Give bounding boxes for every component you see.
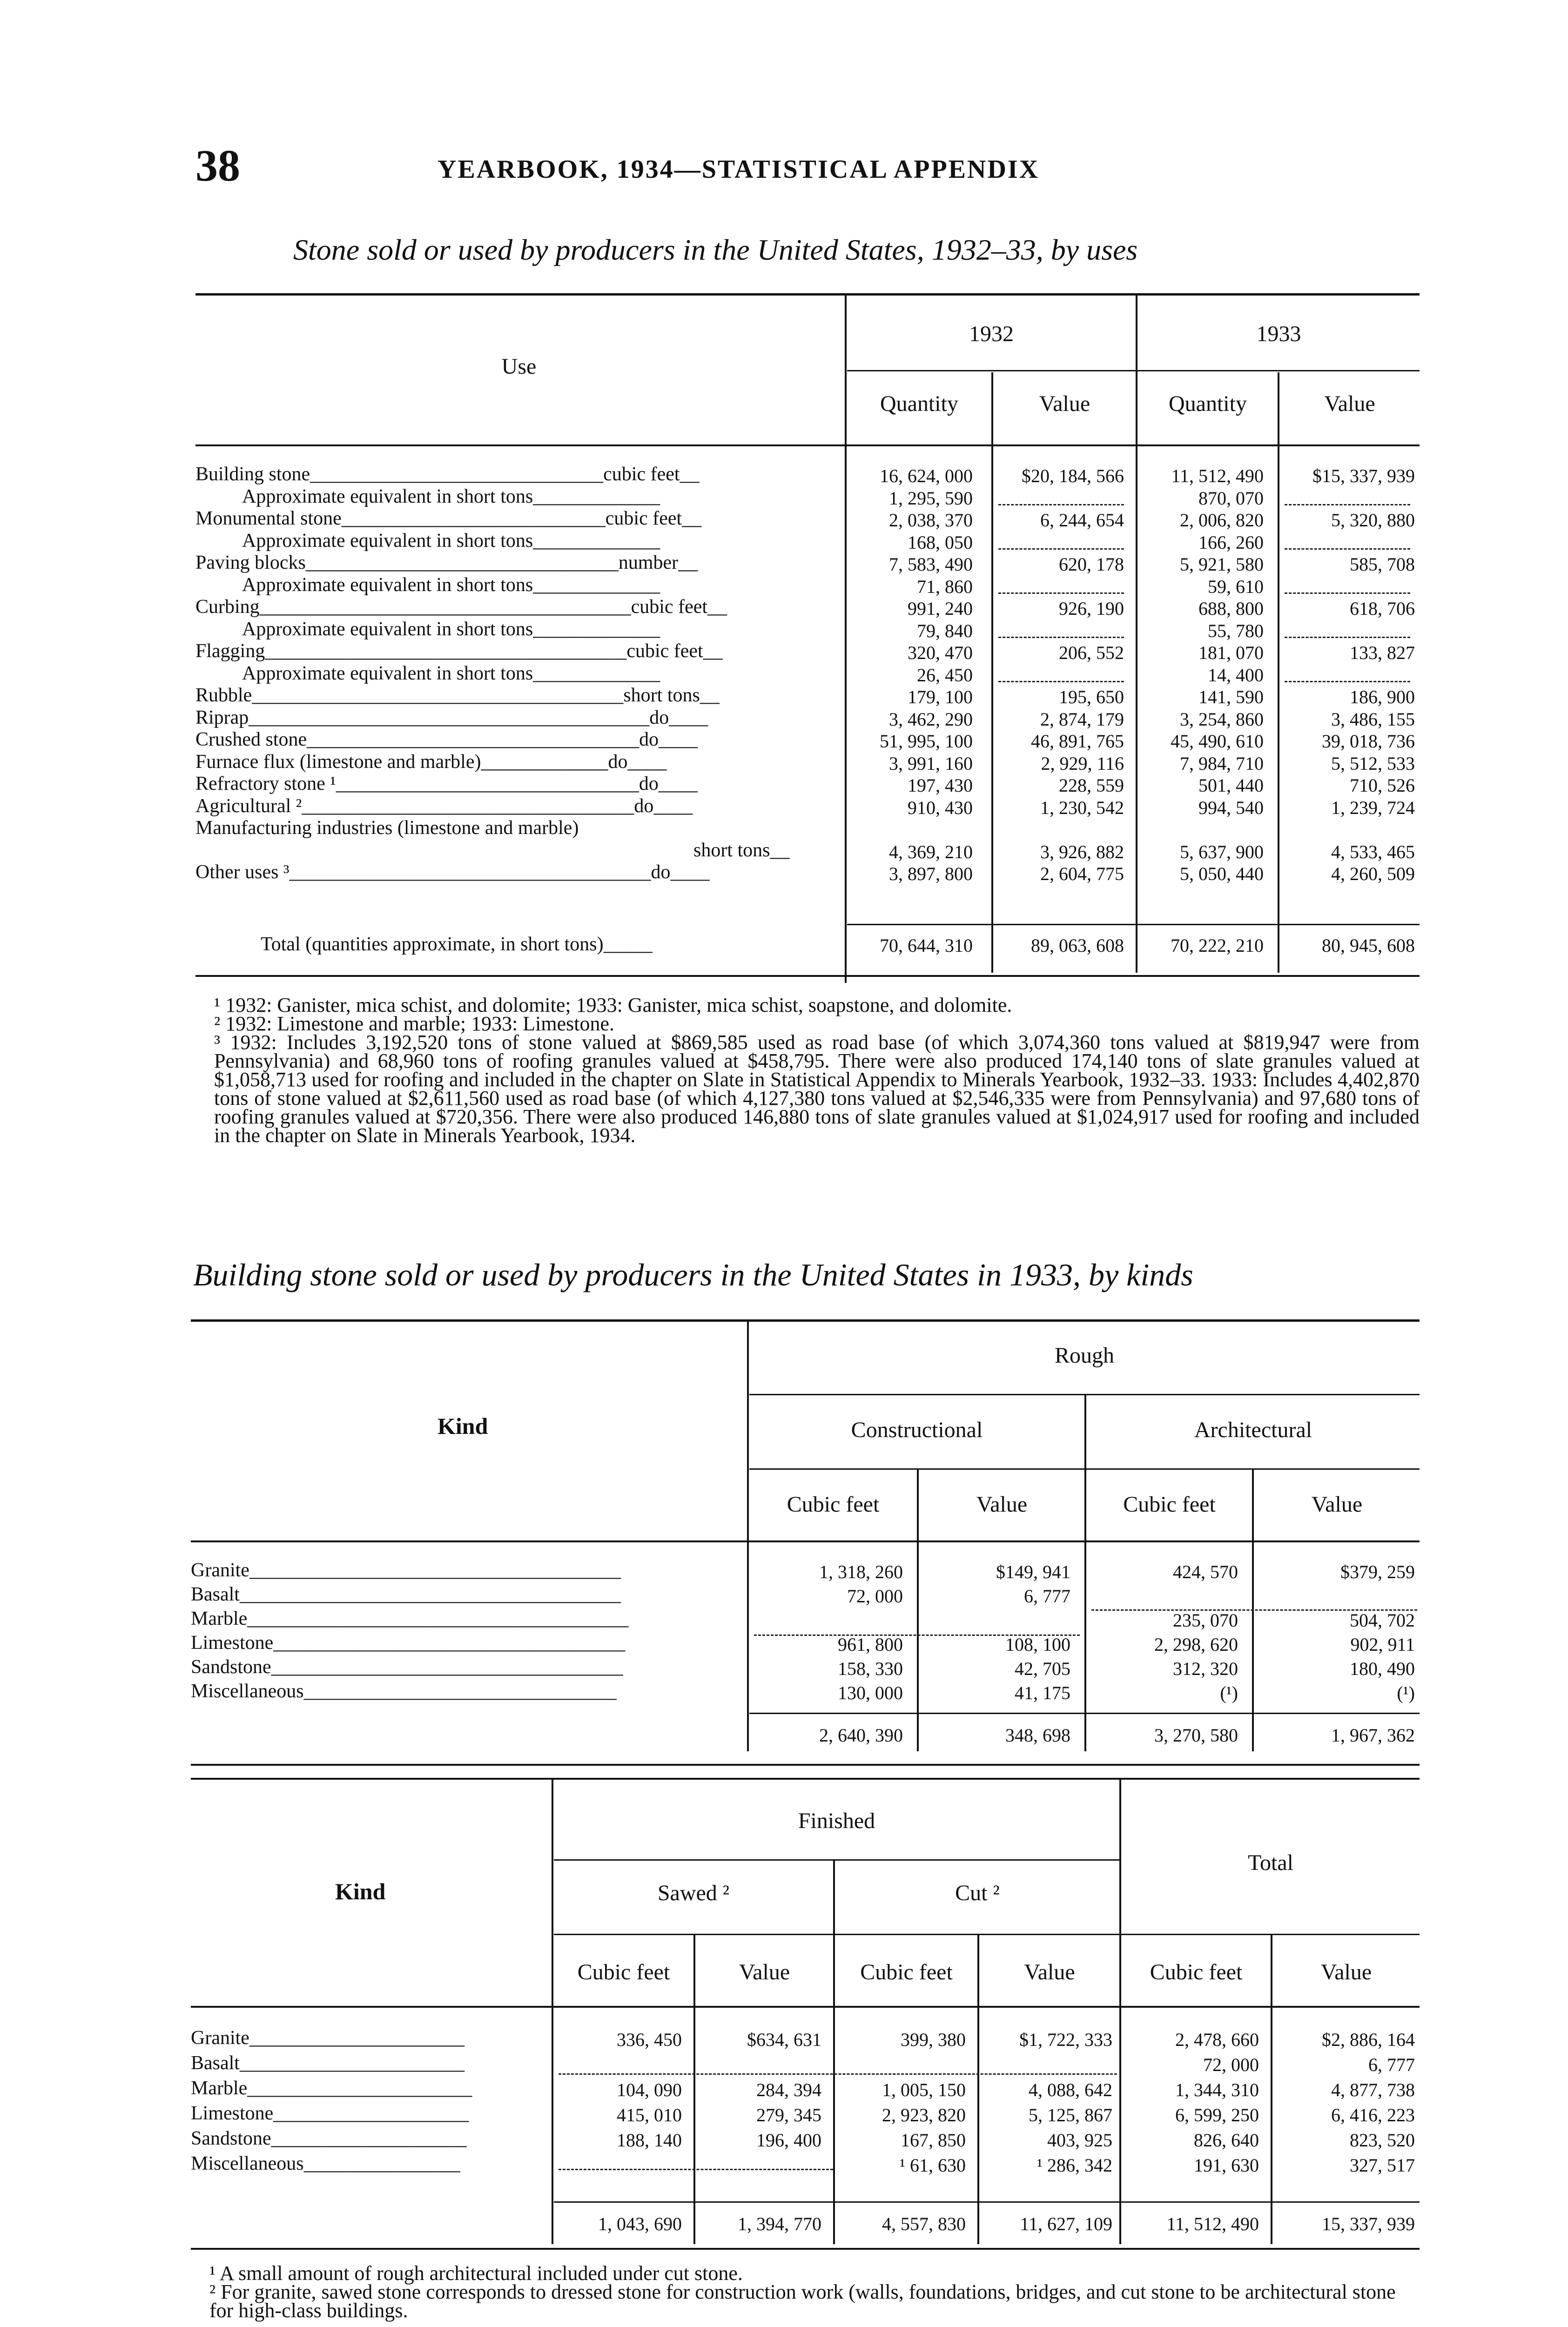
table2-cell-a-cf: (¹) <box>1220 1682 1238 1703</box>
table1-cell-v2: 710, 526 <box>1350 775 1415 796</box>
page-number: 38 <box>195 141 240 190</box>
table3-kind-header: Kind <box>335 1878 386 1904</box>
table3-footnote-2: ² For granite, sawed stone corresponds to dressed stone for construction work (walls, foundations, bridges, and cut stone to be architectural stone for high-class buildings. <box>209 2280 1396 2322</box>
table1-row-label: Manufacturing industries (limestone and marble) <box>195 817 579 839</box>
table1-row-label: Agricultural ²__________________________________do____ <box>195 795 693 817</box>
table1-row-label: Approximate equivalent in short tons_____________ <box>242 663 660 684</box>
table1-empty-value-dash <box>998 548 1124 550</box>
table1-row-label: Curbing______________________________________cubic feet__ <box>195 596 727 618</box>
table3-cell-c-cf: 399, 380 <box>901 2029 966 2050</box>
table1-cell-q2: 14, 400 <box>1208 665 1264 686</box>
table3-c-v-header: Value <box>1024 1960 1075 1984</box>
table1-cell-q2: 5, 637, 900 <box>1180 841 1264 862</box>
table1-cell-q2: 141, 590 <box>1198 686 1264 707</box>
table2-row-kind: Miscellaneous________________________________ <box>191 1681 617 1702</box>
table3-cell-c-v: $1, 722, 333 <box>1019 2029 1112 2050</box>
table1-cell-q1: 3, 462, 290 <box>889 709 973 730</box>
table3-row-kind: Granite______________________ <box>191 2027 464 2049</box>
table2-total-c-cf: 2, 640, 390 <box>819 1725 903 1746</box>
table3-total-t-v: 15, 337, 939 <box>1322 2213 1415 2234</box>
table1-cell-q1: 991, 240 <box>908 598 973 619</box>
table1-cell-q2: 2, 006, 820 <box>1180 510 1264 531</box>
running-title: YEARBOOK, 1934—STATISTICAL APPENDIX <box>437 155 1040 184</box>
table1-cell-q1: 3, 991, 160 <box>889 753 973 774</box>
table1-cell-v2: 5, 512, 533 <box>1331 753 1415 774</box>
table3-finished-header: Finished <box>798 1809 875 1833</box>
table3-sawed-header: Sawed ² <box>657 1881 730 1905</box>
table2-c-v-header: Value <box>976 1492 1028 1517</box>
table2-cell-c-v: 42, 705 <box>1015 1658 1070 1679</box>
table1-cell-v2: 186, 900 <box>1350 686 1415 707</box>
table3-cell-t-cf: 6, 599, 250 <box>1175 2105 1259 2125</box>
table1-row-label: Approximate equivalent in short tons_____________ <box>242 486 660 507</box>
table2-row-kind: Granite______________________________________ <box>191 1560 621 1581</box>
table3-cell-t-cf: 826, 640 <box>1194 2130 1259 2151</box>
table1-cell-v1: 2, 874, 179 <box>1040 709 1124 730</box>
table1-cell-q2: 45, 490, 610 <box>1171 731 1264 752</box>
table2-cell-c-cf: 72, 000 <box>847 1586 903 1607</box>
table1-cell-v2: 1, 239, 724 <box>1331 797 1415 818</box>
table3-cell-c-cf: 2, 923, 820 <box>882 2105 966 2125</box>
table2-cell-c-v: $149, 941 <box>996 1561 1070 1582</box>
table2-cell-a-cf: 235, 070 <box>1173 1610 1238 1631</box>
table2-total-a-cf: 3, 270, 580 <box>1154 1725 1238 1746</box>
table1-caption: Stone sold or used by producers in the United States, 1932–33, by uses <box>293 233 1138 266</box>
table1-total-q2: 70, 222, 210 <box>1171 935 1264 956</box>
table1-cell-v2: 39, 018, 736 <box>1322 731 1415 752</box>
table1-cell-q2: 5, 921, 580 <box>1180 554 1264 575</box>
table1-row-label: Other uses ³_____________________________________do____ <box>195 861 710 883</box>
table1-cell-q2: 3, 254, 860 <box>1180 709 1264 730</box>
table3-empty-dash <box>559 2073 1117 2075</box>
table2-total-a-v: 1, 967, 362 <box>1331 1725 1415 1746</box>
table1-cell-v1: 195, 650 <box>1059 686 1124 707</box>
table1-row-label: Flagging_____________________________________cubic feet__ <box>195 640 723 662</box>
table1-q1-header: Quantity <box>880 391 958 416</box>
table1-cell-q2: 59, 610 <box>1208 576 1264 597</box>
table1-row-label: Riprap_________________________________________do____ <box>195 707 708 728</box>
table1-cell-v1: 620, 178 <box>1059 554 1124 575</box>
table3-cell-t-v: 6, 777 <box>1368 2054 1415 2075</box>
table1-cell-q1: 2, 038, 370 <box>889 510 973 531</box>
table1-cell-q1: 179, 100 <box>908 686 973 707</box>
table2-cell-a-v: (¹) <box>1397 1682 1415 1703</box>
table3-cell-c-v: 5, 125, 867 <box>1029 2105 1112 2125</box>
table2-cell-a-cf: 2, 298, 620 <box>1154 1634 1238 1655</box>
table1-total-q1: 70, 644, 310 <box>880 935 973 956</box>
table1-cell-q2: 55, 780 <box>1208 620 1264 641</box>
table2-cell-a-cf: 424, 570 <box>1173 1561 1238 1582</box>
table1-row-label: Refractory stone ¹_______________________________do____ <box>195 773 698 794</box>
table3-cell-s-v: 284, 394 <box>756 2079 821 2100</box>
table1-footnote-2: ² 1932: Limestone and marble; 1933: Limestone. <box>214 1012 615 1035</box>
table1-cell-v2: 618, 706 <box>1350 598 1415 619</box>
table1-cell-q2: 11, 512, 490 <box>1171 465 1264 486</box>
table3-t-cf-header: Cubic feet <box>1150 1960 1243 1984</box>
table1-cell-v1: 2, 604, 775 <box>1040 863 1124 884</box>
table1-row-label: Monumental stone___________________________cubic feet__ <box>195 508 702 529</box>
table1-cell-q1: 51, 995, 100 <box>880 731 973 752</box>
table1-cell-q2: 688, 800 <box>1198 598 1264 619</box>
table3-cell-s-v: 279, 345 <box>756 2105 821 2125</box>
table1-cell-v2: 585, 708 <box>1350 554 1415 575</box>
table3-c-cf-header: Cubic feet <box>860 1960 953 1984</box>
table1-empty-value-dash <box>1285 548 1410 550</box>
table3-empty-dash <box>559 2169 833 2170</box>
table3-row-kind: Marble_______________________ <box>191 2078 472 2099</box>
table1-cell-q2: 181, 070 <box>1198 642 1264 663</box>
table3-cell-t-cf: 191, 630 <box>1194 2155 1259 2176</box>
table1-row-label: Crushed stone__________________________________do____ <box>195 729 698 750</box>
table1-cell-q1: 1, 295, 590 <box>889 488 973 509</box>
table1-footnotes <box>195 996 1420 1145</box>
table2-cell-a-v: 180, 490 <box>1350 1658 1415 1679</box>
table2-row-kind: Sandstone____________________________________ <box>191 1656 623 1678</box>
table1-cell-q1: 4, 369, 210 <box>889 841 973 862</box>
table1-cell-q2: 5, 050, 440 <box>1180 863 1264 884</box>
table3-cell-s-cf: 104, 090 <box>617 2079 682 2100</box>
table3-cell-c-cf: 1, 005, 150 <box>882 2079 966 2100</box>
table3-cell-c-v: 4, 088, 642 <box>1029 2079 1112 2100</box>
table3-row-kind: Basalt_______________________ <box>191 2052 464 2074</box>
table1-cell-q1: 71, 860 <box>917 576 973 597</box>
table3-cell-t-v: $2, 886, 164 <box>1322 2029 1415 2050</box>
table2-architectural-header: Architectural <box>1194 1418 1312 1442</box>
table2-cell-a-v: 902, 911 <box>1350 1634 1415 1655</box>
table1-empty-value-dash <box>998 637 1124 638</box>
table1-cell-v2: 5, 320, 880 <box>1331 510 1415 531</box>
table2-empty-dash <box>754 1634 1080 1636</box>
table1-cell-q2: 994, 540 <box>1198 797 1264 818</box>
table1-year-1933: 1933 <box>1256 322 1301 346</box>
table1-total-v2: 80, 945, 608 <box>1322 935 1415 956</box>
table1-row-label: Approximate equivalent in short tons_____________ <box>242 574 660 596</box>
table1-v2-header: Value <box>1324 391 1375 416</box>
table1-cell-v1: 228, 559 <box>1059 775 1124 796</box>
table1-q2-header: Quantity <box>1169 391 1247 416</box>
table1-cell-v2: 4, 533, 465 <box>1331 841 1415 862</box>
table3-total-c-cf: 4, 557, 830 <box>882 2213 966 2234</box>
table1-total-label: Total (quantities approximate, in short tons)_____ <box>261 934 653 955</box>
table3-cell-t-cf: 1, 344, 310 <box>1175 2079 1259 2100</box>
table2-a-cf-header: Cubic feet <box>1123 1492 1216 1517</box>
table3-total-header: Total <box>1248 1850 1293 1875</box>
table3-s-cf-header: Cubic feet <box>577 1960 670 1984</box>
table1-cell-q1: 910, 430 <box>908 797 973 818</box>
table1-cell-v1: 926, 190 <box>1059 598 1124 619</box>
table1-cell-v1: 1, 230, 542 <box>1040 797 1124 818</box>
table2-rough-header: Rough <box>1054 1343 1114 1368</box>
table2-empty-dash <box>1091 1609 1417 1611</box>
table3-t-v-header: Value <box>1320 1960 1372 1984</box>
table1-cell-v2: $15, 337, 939 <box>1312 465 1415 486</box>
table1-empty-value-dash <box>1285 504 1410 505</box>
table1-cell-v2: 4, 260, 509 <box>1331 863 1415 884</box>
table1-row-label: Furnace flux (limestone and marble)_____________do____ <box>195 751 667 773</box>
table1-row-label: Building stone______________________________cubic feet__ <box>195 464 700 485</box>
table1-cell-q1: 16, 624, 000 <box>880 465 973 486</box>
table2-cell-c-cf: 961, 800 <box>838 1634 903 1655</box>
table1-cell-q2: 870, 070 <box>1198 488 1264 509</box>
table3-cell-t-v: 327, 517 <box>1350 2155 1415 2176</box>
table1-empty-value-dash <box>1285 681 1410 682</box>
table2-total-c-v: 348, 698 <box>1005 1725 1070 1746</box>
table1-cell-q2: 7, 984, 710 <box>1180 753 1264 774</box>
table3-cell-s-cf: 336, 450 <box>617 2029 682 2050</box>
table1-cell-v1: 46, 891, 765 <box>1031 731 1124 752</box>
table1-cell-v2: 3, 486, 155 <box>1331 709 1415 730</box>
table1-cell-q1: 7, 583, 490 <box>889 554 973 575</box>
table3-footnotes <box>191 2264 1420 2320</box>
table1-row-label: Approximate equivalent in short tons_____________ <box>242 530 660 551</box>
table1-v1-header: Value <box>1039 391 1090 416</box>
table3-total-s-v: 1, 394, 770 <box>738 2213 821 2234</box>
table2-row-kind: Basalt_______________________________________ <box>191 1584 621 1605</box>
table2-a-v-header: Value <box>1311 1492 1363 1517</box>
table1-use-header: Use <box>501 354 537 379</box>
table3-row-kind: Miscellaneous________________ <box>191 2153 460 2174</box>
table1-cell-v1: 2, 929, 116 <box>1041 753 1124 774</box>
table3-cell-s-cf: 188, 140 <box>617 2130 682 2151</box>
table3-cell-t-v: 823, 520 <box>1350 2130 1415 2151</box>
table3-cell-c-v: ¹ 286, 342 <box>1037 2155 1112 2176</box>
table2-constructional-header: Constructional <box>851 1418 983 1442</box>
table1-footnote-1: ¹ 1932: Ganister, mica schist, and dolomite; 1933: Ganister, mica schist, soapstone, and dolomite. <box>214 994 1012 1016</box>
table1-cell-v1: 3, 926, 882 <box>1040 841 1124 862</box>
table3-row-kind: Sandstone____________________ <box>191 2128 467 2149</box>
table2-cell-a-v: 504, 702 <box>1350 1610 1415 1631</box>
table1-cell-v1: 6, 244, 654 <box>1040 510 1124 531</box>
table1-row-label: Approximate equivalent in short tons_____________ <box>242 619 660 640</box>
table1-row-label: Paving blocks________________________________number__ <box>195 552 698 573</box>
table3-cell-c-cf: ¹ 61, 630 <box>900 2155 966 2176</box>
table2-row-kind: Limestone____________________________________ <box>191 1632 626 1654</box>
table3-cell-t-cf: 2, 478, 660 <box>1175 2029 1259 2050</box>
table2-cell-c-v: 108, 100 <box>1005 1634 1070 1655</box>
table1-cell-q1: 168, 050 <box>908 532 973 553</box>
table1-year-1932: 1932 <box>969 322 1014 346</box>
table3-total-c-v: 11, 627, 109 <box>1020 2213 1112 2234</box>
table3-row-kind: Limestone____________________ <box>191 2103 469 2124</box>
table1-empty-value-dash <box>998 504 1124 505</box>
table1-total-v1: 89, 063, 608 <box>1031 935 1124 956</box>
table1-empty-value-dash <box>1285 592 1410 594</box>
table3-cell-t-cf: 72, 000 <box>1203 2054 1259 2075</box>
table1-empty-value-dash <box>998 592 1124 594</box>
table3-cell-t-v: 4, 877, 738 <box>1331 2079 1415 2100</box>
table3-cell-s-cf: 415, 010 <box>617 2105 682 2125</box>
table2-cell-c-cf: 1, 318, 260 <box>819 1561 903 1582</box>
table2-cell-c-cf: 158, 330 <box>838 1658 903 1679</box>
table2-cell-c-cf: 130, 000 <box>838 1682 903 1703</box>
table2-cell-c-v: 6, 777 <box>1024 1586 1070 1607</box>
table3-cell-c-cf: 167, 850 <box>901 2130 966 2151</box>
table3-cut-header: Cut ² <box>955 1881 1000 1905</box>
table1-cell-v1: $20, 184, 566 <box>1022 465 1124 486</box>
table2-kind-header: Kind <box>437 1413 488 1439</box>
table1-cell-q1: 3, 897, 800 <box>889 863 973 884</box>
table3-cell-t-v: 6, 416, 223 <box>1331 2105 1415 2125</box>
table1-cell-v2: 133, 827 <box>1350 642 1415 663</box>
table2-cell-c-v: 41, 175 <box>1015 1682 1070 1703</box>
table3-s-v-header: Value <box>739 1960 790 1984</box>
table1-cell-q1: 79, 840 <box>917 620 973 641</box>
table1-cell-v1: 206, 552 <box>1059 642 1124 663</box>
table1-cell-q2: 166, 260 <box>1198 532 1264 553</box>
table1-cell-q1: 197, 430 <box>908 775 973 796</box>
table1-cell-q1: 26, 450 <box>917 665 973 686</box>
table1-row-label: short tons__ <box>693 840 790 861</box>
table3-cell-c-v: 403, 925 <box>1047 2130 1112 2151</box>
table3-cell-s-v: $634, 631 <box>747 2029 821 2050</box>
table3-total-s-cf: 1, 043, 690 <box>598 2213 682 2234</box>
table2-cell-a-v: $379, 259 <box>1340 1561 1415 1582</box>
table1-empty-value-dash <box>1285 637 1410 638</box>
table1-empty-value-dash <box>998 681 1124 682</box>
table2-cell-a-cf: 312, 320 <box>1173 1658 1238 1679</box>
table2-row-kind: Marble_______________________________________ <box>191 1608 629 1629</box>
table2-caption: Building stone sold or used by producers in the United States in 1933, by kinds <box>193 1257 1193 1292</box>
table3-cell-s-v: 196, 400 <box>756 2130 821 2151</box>
table3-footnote-1: ¹ A small amount of rough architectural included under cut stone. <box>209 2262 743 2285</box>
table1-cell-q2: 501, 440 <box>1198 775 1264 796</box>
table1-footnote-3: ³ 1932: Includes 3,192,520 tons of stone valued at $869,585 used as road base (of which 3,074,360 tons valued at $819,947 were from Pennsylvania) and 68,960 tons of roofing granules valued at $458,795. There were also produced 174,140 tons of slate granules valued at $1,058,713 used for roofing and included in the chapter on Slate in Statistical Appendix to Minerals Yearbook, 1932–33. 1933: Includes 4,402,870 tons of stone valued at $2,611,560 used as road base (of which 4,127,380 tons valued at $2,546,335 were from Pennsylvania) and 97,680 tons of roofing granules valued at $720,356. There were also produced 146,880 tons of slate granules valued at $1,024,917 used for roofing and included in the chapter on Slate in Minerals Yearbook, 1934. <box>214 1031 1420 1147</box>
table1-cell-q1: 320, 470 <box>908 642 973 663</box>
table1-row-label: Rubble______________________________________short tons__ <box>195 685 720 706</box>
table2-c-cf-header: Cubic feet <box>787 1492 880 1517</box>
table3-total-t-cf: 11, 512, 490 <box>1166 2213 1259 2234</box>
